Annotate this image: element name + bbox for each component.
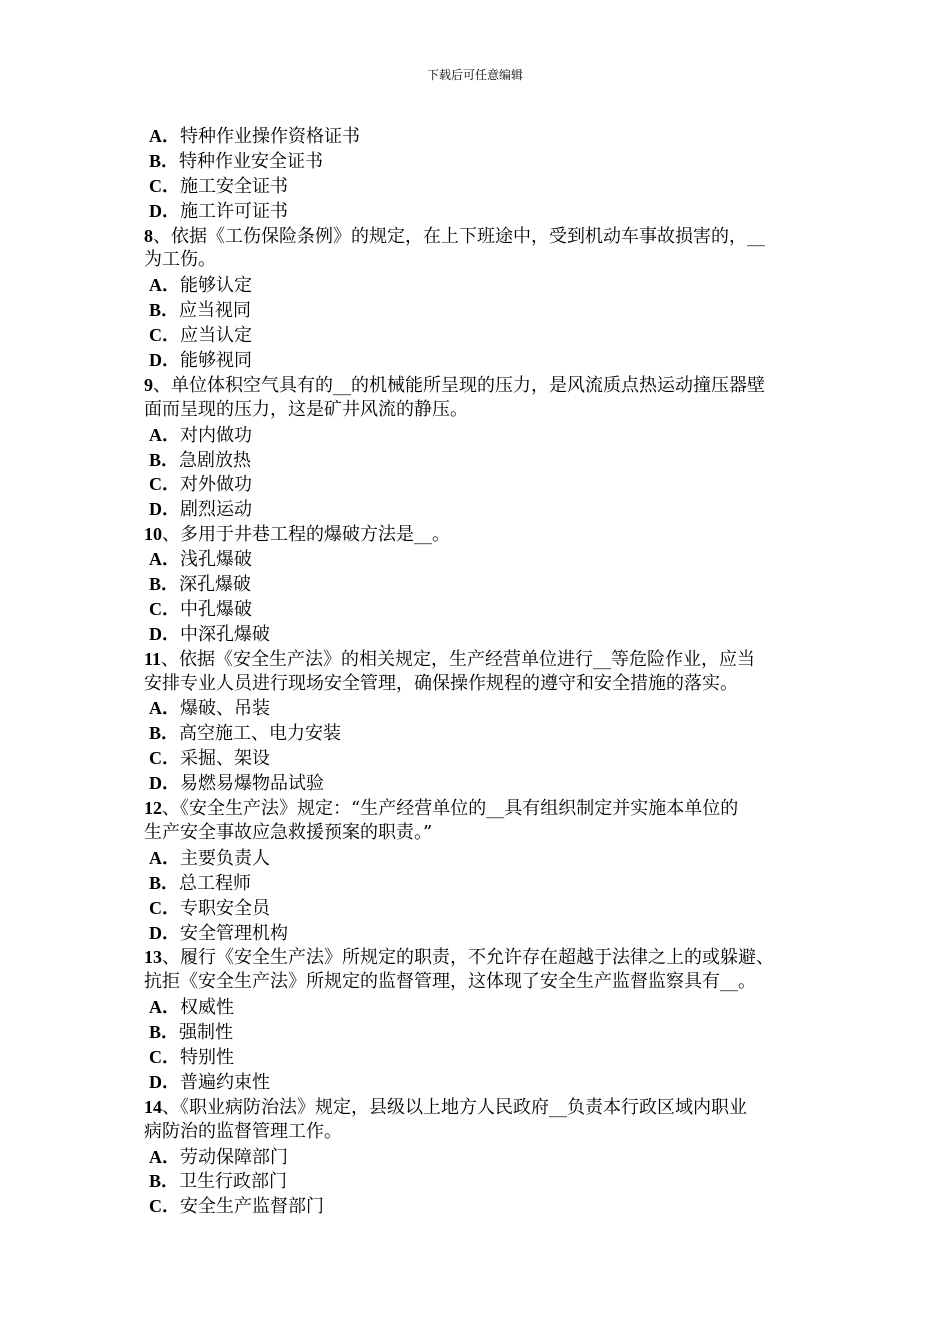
option-text: 爆破、吊装 [180,698,270,720]
option-letter: C． [149,748,180,769]
option-text: 特种作业操作资格证书 [180,126,360,147]
option-text: 对内做功 [180,424,252,446]
option-letter: D． [149,1071,180,1092]
option-text: 总工程师 [179,872,252,894]
option-letter: B． [149,300,180,321]
option-text: 剧烈运动 [180,499,252,521]
answer-option [144,273,816,298]
option-text: 能够认定 [180,275,252,297]
option-letter: A． [149,847,180,868]
answer-option [144,696,816,721]
option-letter: C． [149,1046,180,1067]
option-text: 急剧放热 [179,449,252,471]
option-text: 普遍约束性 [180,1071,270,1093]
option-letter: B． [149,449,180,470]
option-letter: D． [149,922,180,943]
answer-option [144,746,816,771]
question-number: 8 [144,225,153,246]
option-text: 卫生行政部门 [179,1171,288,1193]
question-line [144,647,816,672]
answer-option [144,896,816,921]
option-letter: D． [149,499,180,520]
option-letter: B． [149,150,180,171]
option-letter: D． [149,350,180,371]
option-text: 能够视同 [180,350,252,372]
option-text: 劳动保障部门 [180,1146,288,1168]
option-letter: D． [149,200,180,221]
question-number: 14 [144,1096,162,1117]
option-text: 应当视同 [179,300,252,322]
option-letter: B． [149,872,180,893]
option-text: 施工许可证书 [180,200,288,222]
question-line [144,796,816,821]
option-text: 对外做功 [180,474,252,496]
question-number: 9 [144,374,153,395]
question-text: 、《安全生产法》规定：“生产经营单位的__具有组织制定并实施本单位的 [162,798,739,820]
option-letter: D． [149,773,180,794]
answer-option [144,448,816,473]
answer-option [144,1020,816,1045]
answer-option [144,871,816,896]
answer-option [144,572,816,597]
option-text: 中深孔爆破 [180,623,270,645]
answer-option [144,199,816,224]
question-text: 、依据《安全生产法》的相关规定，生产经营单位进行__等危险作业，应当 [161,648,756,670]
option-text: 强制性 [179,1022,234,1044]
answer-option [144,547,816,572]
option-text: 高空施工、电力安装 [179,723,342,745]
answer-option [144,472,816,497]
question-text: 、单位体积空气具有的__的机械能所呈现的压力，是风流质点热运动撞压器壁 [153,374,765,396]
option-text: 特种作业安全证书 [179,150,324,172]
option-text: 特别性 [180,1046,234,1068]
answer-option [144,622,816,647]
answer-option [144,423,816,448]
answer-option [144,1070,816,1095]
question-continuation: 生产安全事故应急救援预案的职责。” [144,821,433,843]
answer-option [144,1145,816,1170]
answer-option [144,721,816,746]
answer-option [144,1169,816,1194]
answer-option [144,497,816,522]
question-line [144,224,816,249]
answer-option [144,323,816,348]
option-text: 安全生产监督部门 [180,1196,324,1218]
answer-option [144,597,816,622]
answer-option [144,298,816,323]
question-number: 13 [144,947,162,968]
answer-option [144,771,816,796]
question-line [144,522,816,547]
answer-option [144,124,816,149]
answer-option [144,348,816,373]
option-letter: C． [149,175,180,196]
option-text: 浅孔爆破 [180,549,252,571]
answer-option [144,149,816,174]
option-letter: C． [149,1196,180,1217]
option-letter: A． [149,275,180,296]
page-header: 下载后可任意编辑 [426,68,523,82]
question-text: 、《职业病防治法》规定，县级以上地方人民政府__负责本行政区域内职业 [162,1096,747,1118]
option-letter: C． [149,598,180,619]
question-continuation: 为工伤。 [144,249,216,271]
question-continuation: 抗拒《安全生产法》所规定的监督管理，这体现了安全生产监督监察具有__。 [144,971,756,993]
question-continuation: 安排专业人员进行现场安全管理，确保操作规程的遵守和安全措施的落实。 [144,672,738,694]
answer-option [144,174,816,199]
option-text: 专职安全员 [180,897,270,919]
option-text: 施工安全证书 [180,175,288,197]
question-number: 11 [144,648,162,669]
option-letter: A． [149,126,180,146]
option-text: 应当认定 [180,325,252,347]
question-line [144,1095,816,1120]
answer-option [144,995,816,1020]
option-text: 易燃易爆物品试验 [180,773,324,795]
question-line [144,945,816,970]
option-letter: A． [149,549,180,570]
option-letter: A． [149,997,180,1018]
option-text: 采掘、架设 [180,748,270,770]
option-letter: B． [149,1022,180,1043]
option-letter: C． [149,325,180,346]
option-text: 深孔爆破 [179,574,252,596]
option-text: 中孔爆破 [180,598,252,620]
option-text: 主要负责人 [180,847,270,869]
option-letter: C． [149,897,180,918]
option-letter: D． [149,623,180,644]
answer-option [144,1194,816,1219]
question-number: 10 [144,524,162,545]
question-text: 、多用于井巷工程的爆破方法是__。 [162,524,450,546]
option-text: 权威性 [180,997,234,1019]
question-text: 、履行《安全生产法》所规定的职责，不允许存在超越于法律之上的或躲避、 [162,947,774,969]
option-text: 安全管理机构 [180,922,288,944]
document-body [144,124,816,1219]
option-letter: B． [149,1171,180,1192]
question-number: 12 [144,798,162,819]
option-letter: C． [149,474,180,495]
option-letter: B． [149,574,180,595]
answer-option [144,1045,816,1070]
option-letter: B． [149,723,180,744]
option-letter: A． [149,424,180,445]
option-letter: A． [149,698,180,719]
question-continuation: 病防治的监督管理工作。 [144,1120,342,1142]
question-line [144,373,816,398]
question-continuation: 面而呈现的压力，这是矿井风流的静压。 [144,398,468,420]
question-text: 、依据《工伤保险条例》的规定，在上下班途中，受到机动车事故损害的，__ [153,225,765,247]
option-letter: A． [149,1146,180,1167]
answer-option [144,921,816,946]
answer-option [144,846,816,871]
